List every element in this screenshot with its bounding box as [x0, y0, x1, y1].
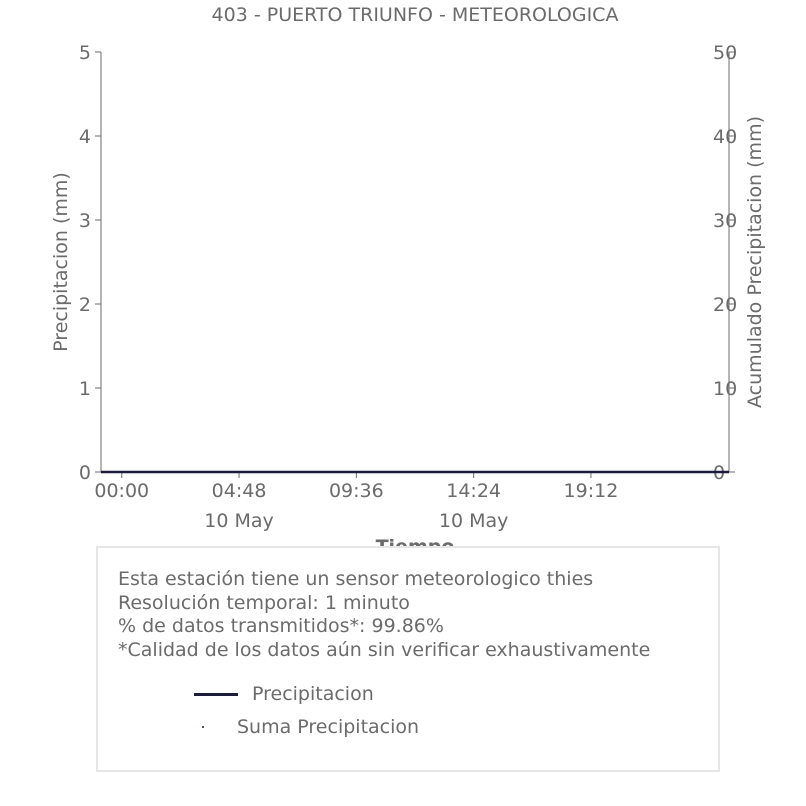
- y2-tick-label: 50: [713, 42, 738, 64]
- x-ticks: [94, 472, 618, 532]
- legend-label-precipitacion: Precipitacion: [252, 683, 374, 705]
- y2-tick-label: 20: [713, 294, 738, 316]
- x-tick-sublabel: 10 May: [438, 510, 509, 532]
- x-tick-sublabel: 10 May: [204, 510, 274, 532]
- y-tick-label: 5: [78, 42, 91, 64]
- x-tick-label: 04:48: [211, 480, 267, 502]
- x-tick-label: 09:36: [328, 480, 384, 502]
- y2-tick-label: 30: [713, 210, 738, 232]
- info-lines: [118, 568, 650, 662]
- y-tick-label: 0: [78, 462, 91, 484]
- legend-item-precipitacion: [194, 682, 374, 706]
- x-tick-label: 14:24: [446, 480, 502, 502]
- x-tick-label: 19:12: [563, 480, 619, 502]
- legend-dot-swatch: [202, 726, 204, 728]
- y-axis-label: Precipitacion (mm): [50, 172, 72, 352]
- left-y-ticks: [79, 42, 101, 484]
- legend-item-suma-precipitacion: [194, 715, 419, 739]
- y2-axis-label: Acumulado Precipitacion (mm): [744, 116, 766, 408]
- info-line-resolution: Resolución temporal: 1 minuto: [118, 591, 410, 614]
- y-tick-label: 1: [78, 378, 91, 400]
- legend-line-swatch: [194, 693, 238, 696]
- info-line-sensor: Esta estación tiene un sensor meteorologico thies: [118, 568, 594, 590]
- right-y-ticks: [713, 42, 737, 484]
- chart-title: 403 - PUERTO TRIUNFO - METEOROLOGICA: [211, 4, 619, 26]
- legend-label-suma-precipitacion: Suma Precipitacion: [237, 716, 420, 738]
- x-tick-label: 00:00: [94, 480, 150, 502]
- y2-tick-label: 10: [713, 378, 738, 400]
- y-tick-label: 2: [78, 294, 91, 316]
- info-line-quality: *Calidad de los datos aún sin verificar exhaustivamente: [118, 638, 651, 661]
- y-tick-label: 4: [78, 126, 91, 148]
- y2-tick-label: 0: [713, 462, 726, 484]
- info-line-transmitted: % de datos transmitidos*: 99.86%: [118, 615, 444, 637]
- y-tick-label: 3: [78, 210, 91, 232]
- y2-tick-label: 40: [713, 126, 738, 148]
- info-box: [96, 546, 720, 772]
